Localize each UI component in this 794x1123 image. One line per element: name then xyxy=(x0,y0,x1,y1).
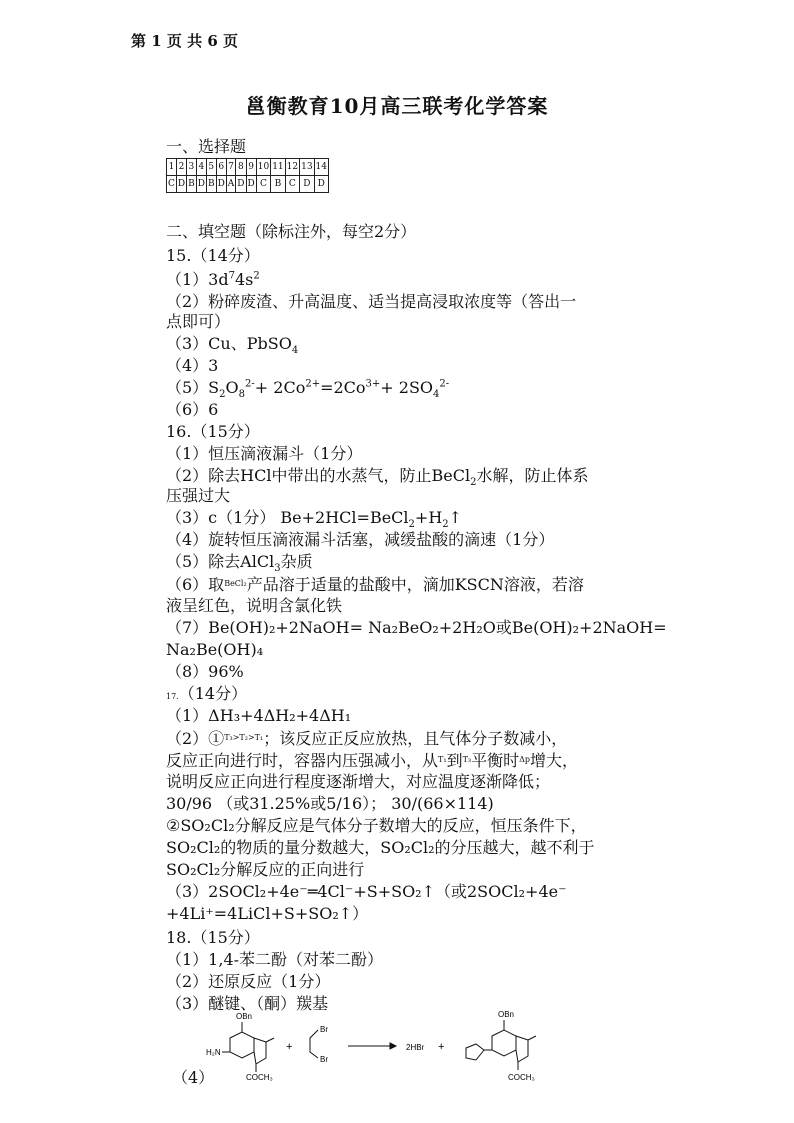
document-title: 邕衡教育10月高三联考化学答案 xyxy=(245,94,549,118)
q18-answer-4: （4） xyxy=(172,1068,215,1087)
bromine-label-1: Br xyxy=(320,1025,328,1034)
dibromobutane xyxy=(310,1030,318,1058)
question-number-cell: 12 xyxy=(285,159,299,176)
hbr-label: 2HBr xyxy=(406,1043,425,1052)
q16-answer-2-cont: 压强过大 xyxy=(166,486,231,505)
question-number-cell: 14 xyxy=(314,159,328,176)
q16-answer-7-cont: Na₂Be(OH)₄ xyxy=(166,640,264,659)
reaction-scheme xyxy=(200,1008,560,1098)
question-number-cell: 8 xyxy=(236,159,246,176)
q17-answer-1: （1）ΔH₃+4ΔH₂+4ΔH₁ xyxy=(166,706,352,725)
question-number-cell: 2 xyxy=(176,159,186,176)
question-number-cell: 6 xyxy=(216,159,226,176)
acetyl-label-1: COCH₃ xyxy=(246,1073,273,1082)
q17-answer-2-line4: 30/96 （或31.25%或5/16）； 30/(66×114) xyxy=(166,794,494,813)
plus-sign-2: + xyxy=(438,1041,445,1053)
section-choice-title: 一、选择题 xyxy=(166,137,247,156)
question-number-cell: 11 xyxy=(271,159,285,176)
question-number-cell: 5 xyxy=(206,159,216,176)
product-pyrrolidinyl-benzofuran xyxy=(466,1020,536,1070)
q18-answer-2: （2）还原反应（1分） xyxy=(166,972,331,991)
answer-cell: A xyxy=(226,176,236,193)
q15-answer-4: （4）3 xyxy=(166,356,219,375)
q15-answer-3: （3）Cu、PbSO$_4$ xyxy=(166,334,299,357)
q16-heading: 16.（15分） xyxy=(166,422,260,441)
answer-cell: B xyxy=(206,176,216,193)
q17-answer-2-line2: 反应正向进行时，容器内压强减小，从$^{T_1}$到$^{T_3}$平衡时$^{\Delta p}$增大， xyxy=(166,751,579,770)
choice-answer-table xyxy=(166,158,329,193)
answer-cell: B xyxy=(187,176,197,193)
q15-answer-5: $(5)S_2O_8^{2-}+ 2Co^{2+}=2Co^{3+}+ 2SO_4^{2-}$ xyxy=(166,378,450,401)
q15-heading: 15.（14分） xyxy=(166,246,260,265)
q18-answer-3: （3）醚键、（酮）羰基 xyxy=(166,994,329,1013)
q16-answer-3: （3）c（1分） $Be+2HCl=BeCl_2+H_2↑$ xyxy=(166,508,463,531)
bromine-label-2: Br xyxy=(320,1055,328,1064)
q17-answer-3: （3）2SOCl₂+4e⁻═4Cl⁻+S+SO₂↑（或2SOCl₂+4e⁻ xyxy=(166,882,567,901)
answer-cell: B xyxy=(271,176,285,193)
q17-heading: 17.（14分） xyxy=(166,684,248,703)
q16-answer-7: （7）Be(OH)₂+2NaOH= Na₂BeO₂+2H₂O或Be(OH)₂+2NaOH= xyxy=(166,618,667,637)
question-number-cell: 10 xyxy=(256,159,270,176)
q15-answer-2: （2）粉碎废渣、升高温度、适当提高浸取浓度等（答出一 xyxy=(166,292,577,311)
q16-answer-1: （1）恒压滴液漏斗（1分） xyxy=(166,444,363,463)
question-number-cell: 13 xyxy=(300,159,314,176)
answer-cell: C xyxy=(256,176,270,193)
answer-cell: C xyxy=(285,176,299,193)
q15-answer-2-cont: 点即可） xyxy=(166,312,231,331)
q16-answer-8: （8）96% xyxy=(166,662,244,681)
answer-cell: D xyxy=(314,176,328,193)
amine-label: H₂N xyxy=(206,1048,221,1057)
q16-answer-6-cont: 液呈红色，说明含氯化铁 xyxy=(166,596,343,615)
reaction-arrow xyxy=(348,1043,396,1049)
question-number-cell: 4 xyxy=(196,159,206,176)
answer-cell: D xyxy=(196,176,206,193)
q18-answer-1: （1）1,4-苯二酚（对苯二酚） xyxy=(166,950,384,969)
q17-answer-2-line3: 说明反应正向进行程度逐渐增大，对应温度逐渐降低； xyxy=(166,772,551,791)
q15-answer-6: （6）6 xyxy=(166,400,219,419)
question-number-cell: 1 xyxy=(167,159,177,176)
reactant-benzofuran-amine xyxy=(222,1022,274,1072)
answer-cell: D xyxy=(236,176,246,193)
answer-row xyxy=(167,176,329,193)
q16-answer-4: （4）旋转恒压滴液漏斗活塞，减缓盐酸的滴速（1分） xyxy=(166,530,555,549)
answer-cell: D xyxy=(176,176,186,193)
obn-label-2: OBn xyxy=(498,1010,515,1019)
question-number-cell: 3 xyxy=(187,159,197,176)
q17-answer-2-line6: SO₂Cl₂的物质的量分数越大，SO₂Cl₂的分压越大，越不利于 xyxy=(166,838,595,857)
q17-answer-2-line5: ②SO₂Cl₂分解反应是气体分子数增大的反应，恒压条件下， xyxy=(166,816,587,835)
question-number-cell: 9 xyxy=(246,159,256,176)
page-number: 第 1 页 共 6 页 xyxy=(131,32,238,50)
answer-cell: D xyxy=(300,176,314,193)
question-number-row xyxy=(167,159,329,176)
plus-sign-1: + xyxy=(286,1041,293,1053)
q17-answer-3-cont: +4Li⁺=4LiCl+S+SO₂↑） xyxy=(166,904,369,923)
q17-answer-2: （2）①$^{T_3>T_2>T_1}$；该反应正反应放热，且气体分子数减小， xyxy=(166,729,568,748)
answer-cell: D xyxy=(216,176,226,193)
section-fill-title: 二、填空题（除标注外，每空2分） xyxy=(166,222,417,241)
q18-heading: 18.（15分） xyxy=(166,928,260,947)
q15-answer-1: $(1)3d^74s^2$ xyxy=(166,270,260,289)
obn-label-1: OBn xyxy=(236,1012,253,1021)
q16-answer-2: （2）除去HCl中带出的水蒸气，防止BeCl$_2$水解，防止体系 xyxy=(166,466,589,489)
acetyl-label-2: COCH₃ xyxy=(508,1073,535,1082)
answer-cell: D xyxy=(246,176,256,193)
q16-answer-5: （5）除去AlCl$_3$杂质 xyxy=(166,552,313,575)
answer-cell: C xyxy=(167,176,177,193)
question-number-cell: 7 xyxy=(226,159,236,176)
q16-answer-6: （6）取$^{BeCl_2}$产品溶于适量的盐酸中，滴加KSCN溶液，若溶 xyxy=(166,575,584,594)
q17-answer-2-line7: SO₂Cl₂分解反应的正向进行 xyxy=(166,860,365,879)
